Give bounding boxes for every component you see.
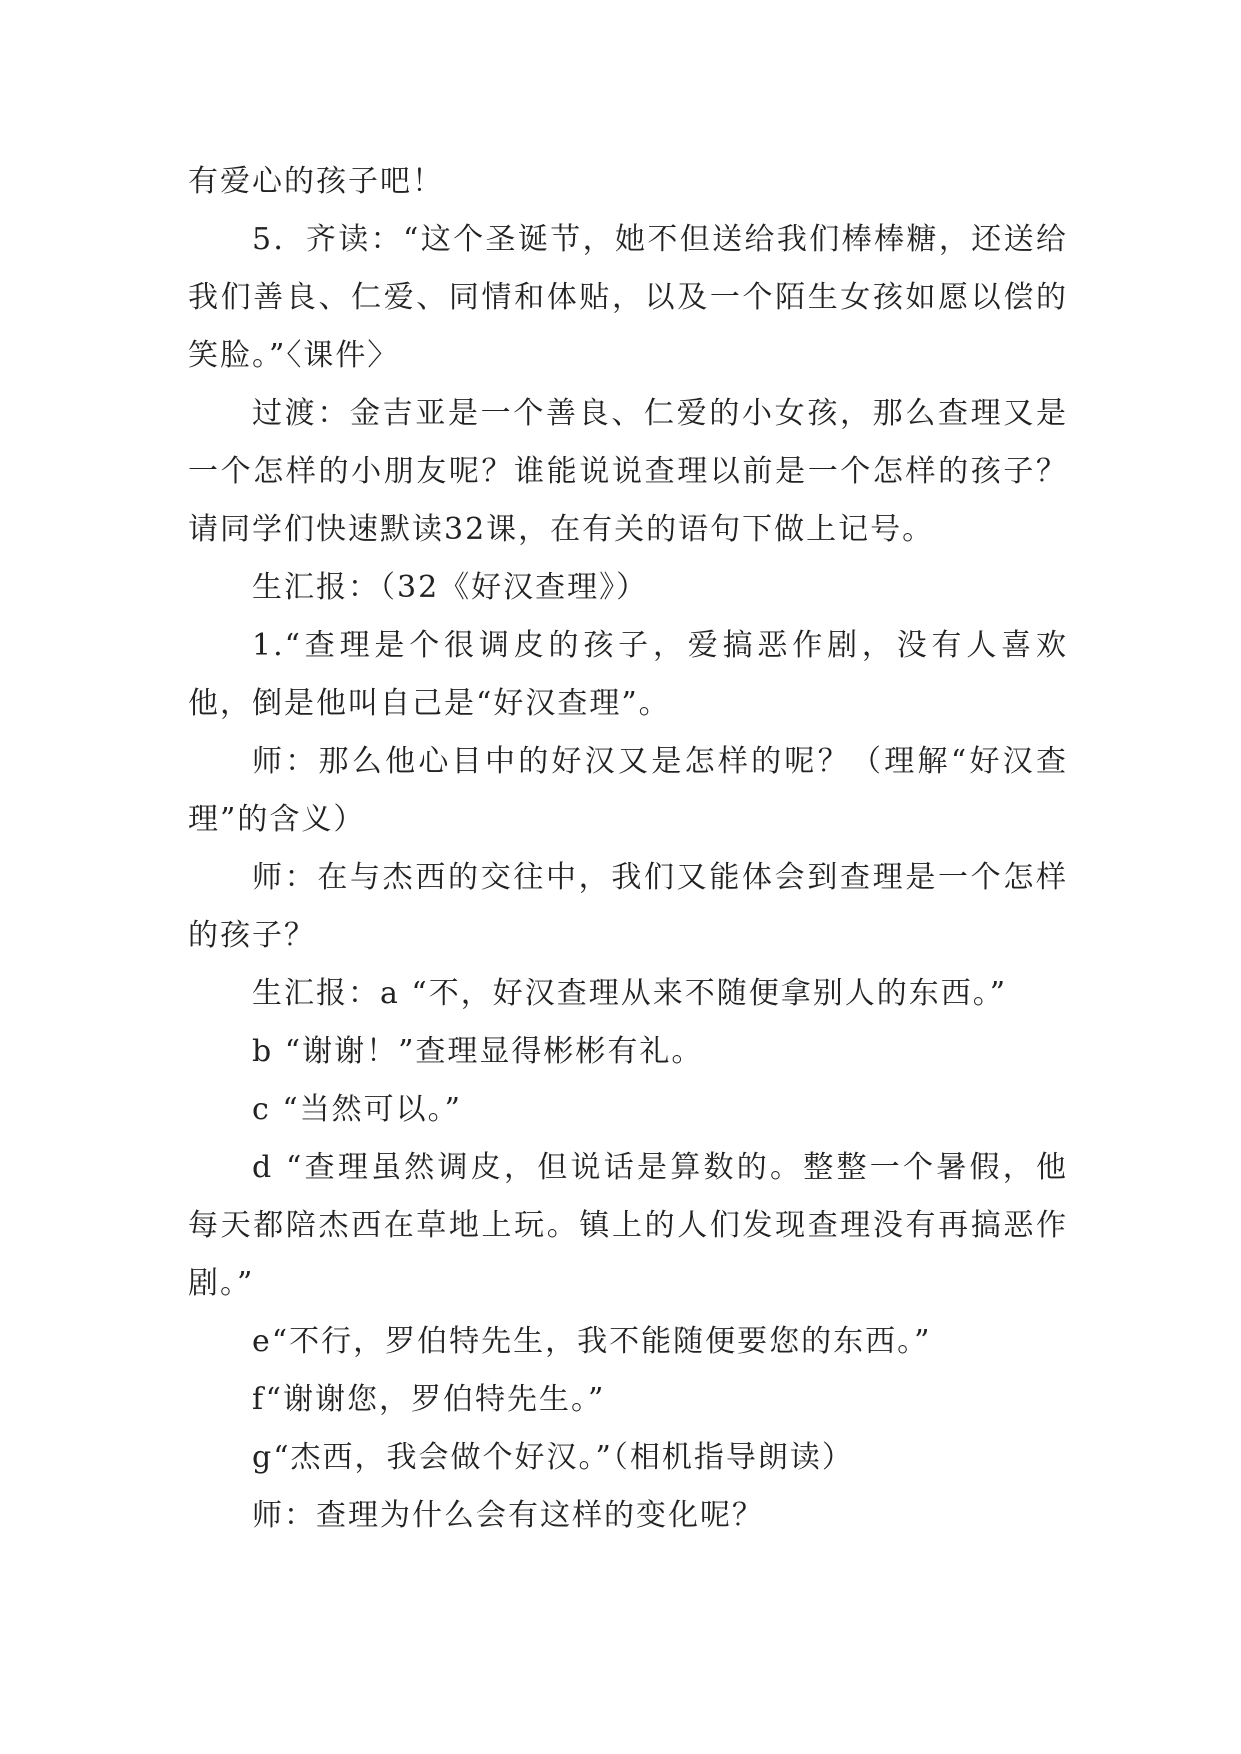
- paragraph-5: 1.“查理是个很调皮的孩子，爱搞恶作剧，没有人喜欢他，倒是他叫自己是“好汉查理”。: [188, 628, 1068, 721]
- document-body: [188, 153, 1068, 1545]
- paragraph-12: e“不行，罗伯特先生，我不能随便要您的东西。”: [252, 1324, 932, 1359]
- paragraph-1: 有爱心的孩子吧！: [188, 164, 444, 199]
- paragraph-11: d “查理虽然调皮，但说话是算数的。整整一个暑假，他每天都陪杰西在草地上玩。镇上的人们发现查理没有再搞恶作剧。”: [188, 1150, 1068, 1301]
- paragraph-2: 5．齐读：“这个圣诞节，她不但送给我们棒棒糖，还送给我们善良、仁爱、同情和体贴，以及一个陌生女孩如愿以偿的笑脸。”〈课件〉: [188, 222, 1068, 373]
- paragraph-9: b “谢谢！”查理显得彬彬有礼。: [252, 1034, 704, 1069]
- paragraph-8: 生汇报：a “不，好汉查理从来不随便拿别人的东西。”: [252, 976, 1008, 1011]
- paragraph-7: 师：在与杰西的交往中，我们又能体会到查理是一个怎样的孩子？: [188, 860, 1068, 953]
- paragraph-14: g“杰西，我会做个好汉。”（相机指导朗读）: [252, 1440, 854, 1475]
- paragraph-6: 师：那么他心目中的好汉又是怎样的呢？（理解“好汉查理”的含义）: [188, 744, 1068, 837]
- paragraph-15: 师：查理为什么会有这样的变化呢？: [252, 1498, 764, 1533]
- paragraph-10: c “当然可以。”: [252, 1092, 463, 1127]
- paragraph-4: 生汇报：（32《好汉查理》）: [252, 570, 649, 605]
- paragraph-13: f“谢谢您，罗伯特先生。”: [252, 1382, 606, 1417]
- paragraph-3: 过渡：金吉亚是一个善良、仁爱的小女孩，那么查理又是一个怎样的小朋友呢？谁能说说查理以前是一个怎样的孩子？请同学们快速默读32课，在有关的语句下做上记号。: [188, 396, 1068, 547]
